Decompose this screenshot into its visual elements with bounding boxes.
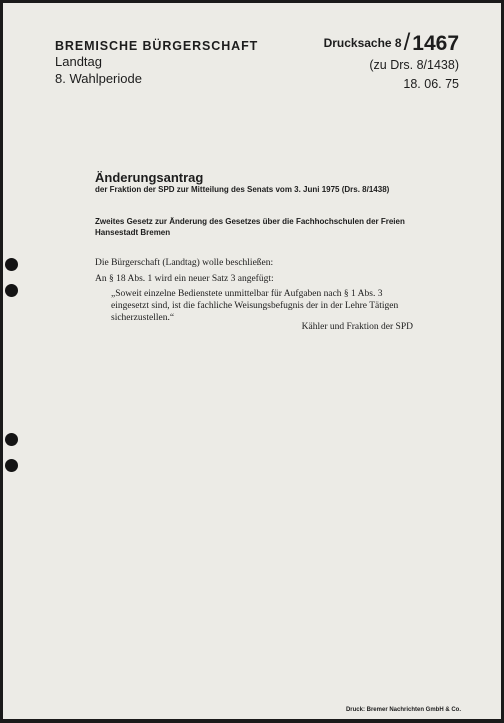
quote-line: sicherzustellen.“ — [111, 313, 175, 323]
doc-number: 1467 — [412, 32, 459, 55]
document-page — [3, 3, 501, 719]
organization-name: BREMISCHE BÜRGERSCHAFT — [55, 39, 259, 53]
amendment-quote — [111, 288, 421, 324]
doc-reference: (zu Drs. 8/1438) — [369, 58, 459, 72]
doc-subtitle: der Fraktion der SPD zur Mitteilung des Senats vom 3. Juni 1975 (Drs. 8/1438) — [95, 185, 390, 194]
header-left — [55, 39, 258, 87]
doc-title: Änderungsantrag — [95, 170, 204, 185]
header-right — [324, 29, 459, 95]
punch-hole — [5, 284, 18, 297]
doc-number-row — [324, 29, 459, 57]
law-title-line: Zweites Gesetz zur Änderung des Gesetzes über die Fachhochschulen der Freien — [95, 217, 405, 226]
doc-date: 18. 06. 75 — [403, 77, 459, 91]
printer-imprint: Druck: Bremer Nachrichten GmbH & Co. — [345, 707, 461, 713]
punch-hole — [5, 459, 18, 472]
law-title — [95, 216, 435, 238]
resolution-intro: Die Bürgerschaft (Landtag) wolle beschließen: — [95, 258, 274, 268]
legislative-period: 8. Wahlperiode — [55, 71, 142, 86]
amendment-text: An § 18 Abs. 1 wird ein neuer Satz 3 angefügt: — [95, 274, 274, 284]
quote-line: eingesetzt sind, ist die fachliche Weisungsbefugnis der in der Lehre Tätigen — [111, 301, 399, 311]
punch-hole — [5, 258, 18, 271]
chamber-name: Landtag — [55, 54, 102, 69]
punch-hole — [5, 433, 18, 446]
signature: Kähler und Fraktion der SPD — [301, 322, 413, 332]
law-title-line: Hansestadt Bremen — [95, 228, 171, 237]
quote-line: „Soweit einzelne Bedienstete unmittelbar für Aufgaben nach § 1 Abs. 3 — [111, 289, 383, 299]
slash-divider: / — [403, 29, 411, 56]
doc-label: Drucksache 8 — [323, 36, 402, 50]
